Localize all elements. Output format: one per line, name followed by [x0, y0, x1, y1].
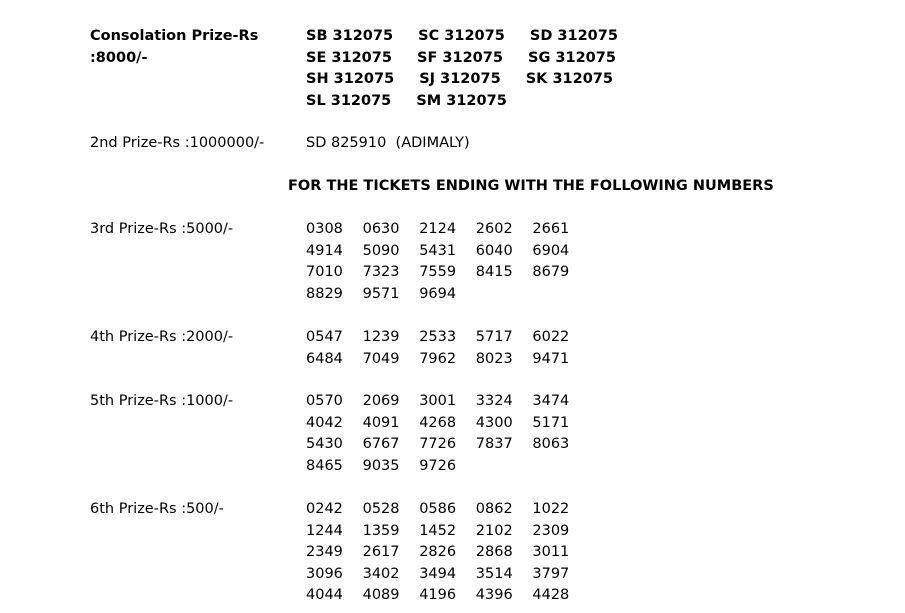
ticket-ending-number: 4091 — [362, 414, 400, 431]
ticket-ending-number: 3494 — [419, 565, 457, 582]
ticket-ending-number: 1359 — [362, 522, 400, 539]
ticket-ending-number: 7837 — [475, 436, 513, 453]
ticket-ending-number: 8023 — [475, 350, 513, 367]
fifth-prize-label: 5th Prize-Rs :1000/- — [90, 393, 234, 409]
ticket-ending-number: 7559 — [419, 264, 457, 281]
ticket-ending-number: 8063 — [532, 436, 570, 453]
third-prize-label: 3rd Prize-Rs :5000/- — [90, 221, 234, 237]
ticket-ending-number: 3324 — [475, 393, 513, 409]
consolation-ticket: SJ 312075 — [419, 71, 501, 88]
ticket-ending-number: 4196 — [419, 587, 457, 604]
ticket-ending-number: 4042 — [306, 414, 343, 431]
consolation-prize-label-line2: :8000/- — [90, 49, 148, 66]
ticket-ending-number: 2617 — [362, 544, 400, 561]
fourth-prize-numbers — [306, 327, 589, 370]
consolation-ticket: SF 312075 — [417, 49, 503, 66]
ticket-ending-number: 7010 — [306, 264, 343, 281]
ticket-ending-number: 9471 — [532, 350, 570, 367]
sixth-prize-label: 6th Prize-Rs :500/- — [90, 501, 224, 517]
ticket-ending-number: 2102 — [475, 522, 513, 539]
ticket-ending-number: 8465 — [306, 457, 343, 474]
ticket-ending-number: 4428 — [532, 587, 570, 604]
ticket-ending-number: 2868 — [475, 544, 513, 561]
ticket-ending-number: 0528 — [362, 501, 400, 517]
ticket-ending-number: 1244 — [306, 522, 343, 539]
ending-numbers-heading: FOR THE TICKETS ENDING WITH THE FOLLOWING NUMBERS — [288, 178, 774, 194]
ticket-ending-number: 4914 — [306, 242, 343, 259]
ticket-ending-number: 4300 — [475, 414, 513, 431]
ticket-ending-number: 0570 — [306, 393, 343, 409]
ticket-ending-number: 5090 — [362, 242, 400, 259]
ticket-ending-number: 8829 — [306, 285, 343, 302]
sixth-prize-numbers — [306, 499, 589, 607]
consolation-ticket: SH 312075 — [306, 71, 395, 88]
ticket-ending-number: 8415 — [475, 264, 513, 281]
second-prize-label: 2nd Prize-Rs :1000000/- — [90, 135, 265, 151]
ticket-ending-number: 3011 — [532, 544, 570, 561]
ticket-ending-number: 6040 — [475, 242, 513, 259]
ticket-ending-number: 3797 — [532, 565, 570, 582]
ticket-ending-number: 2124 — [419, 221, 457, 237]
ticket-ending-number: 2069 — [362, 393, 400, 409]
ticket-ending-number: 1022 — [532, 501, 570, 517]
ticket-ending-number: 3001 — [419, 393, 457, 409]
ticket-ending-number: 6022 — [532, 329, 570, 345]
consolation-ticket: SC 312075 — [418, 28, 505, 44]
ticket-ending-number: 6767 — [362, 436, 400, 453]
ticket-ending-number: 2661 — [532, 221, 570, 237]
ticket-ending-number: 7726 — [419, 436, 457, 453]
ticket-ending-number: 0630 — [362, 221, 400, 237]
ticket-ending-number: 1452 — [419, 522, 457, 539]
ticket-ending-number: 4396 — [475, 587, 513, 604]
ticket-ending-number: 0862 — [475, 501, 513, 517]
ticket-ending-number: 2826 — [419, 544, 457, 561]
ticket-ending-number: 1239 — [362, 329, 400, 345]
ticket-ending-number: 0547 — [306, 329, 343, 345]
ticket-ending-number: 9694 — [419, 285, 457, 302]
ticket-ending-number: 2349 — [306, 544, 343, 561]
ticket-ending-number: 6484 — [306, 350, 343, 367]
consolation-ticket: SD 312075 — [529, 28, 618, 44]
fourth-prize-label: 4th Prize-Rs :2000/- — [90, 329, 234, 345]
consolation-prize-label-line1: Consolation Prize-Rs — [90, 28, 259, 44]
consolation-prize-label — [90, 26, 258, 69]
ticket-ending-number: 9035 — [362, 457, 400, 474]
ticket-ending-number: 5717 — [475, 329, 513, 345]
ticket-ending-number: 0242 — [306, 501, 343, 517]
ticket-ending-number: 7962 — [419, 350, 457, 367]
ticket-ending-number: 4089 — [362, 587, 400, 604]
ticket-ending-number: 4268 — [419, 414, 457, 431]
ticket-ending-number: 5431 — [419, 242, 457, 259]
ticket-ending-number: 0308 — [306, 221, 343, 237]
ticket-ending-number: 4044 — [306, 587, 343, 604]
consolation-ticket: SM 312075 — [416, 92, 507, 109]
fifth-prize-numbers — [306, 391, 589, 477]
consolation-ticket: SG 312075 — [528, 49, 616, 66]
ticket-ending-number: 3096 — [306, 565, 343, 582]
ticket-ending-number: 0586 — [419, 501, 457, 517]
ticket-ending-number: 3474 — [532, 393, 570, 409]
ticket-ending-number: 3514 — [475, 565, 513, 582]
ticket-ending-number: 9726 — [419, 457, 457, 474]
ticket-ending-number: 7049 — [362, 350, 400, 367]
consolation-ticket: SB 312075 — [306, 28, 394, 44]
second-prize-ticket: SD 825910 (ADIMALY) — [306, 135, 470, 151]
ticket-ending-number: 5430 — [306, 436, 343, 453]
ticket-ending-number: 6904 — [532, 242, 570, 259]
ticket-ending-number: 2602 — [475, 221, 513, 237]
ticket-ending-number: 2309 — [532, 522, 570, 539]
ticket-ending-number: 9571 — [362, 285, 400, 302]
ticket-ending-number: 5171 — [532, 414, 570, 431]
ticket-ending-number: 2533 — [419, 329, 457, 345]
consolation-prize-tickets — [306, 26, 686, 112]
ticket-ending-number: 3402 — [362, 565, 400, 582]
third-prize-numbers — [306, 219, 589, 305]
ticket-ending-number: 8679 — [532, 264, 570, 281]
ticket-ending-number: 7323 — [362, 264, 400, 281]
consolation-ticket: SK 312075 — [525, 71, 613, 88]
consolation-ticket: SE 312075 — [306, 49, 392, 66]
consolation-ticket: SL 312075 — [306, 92, 392, 109]
